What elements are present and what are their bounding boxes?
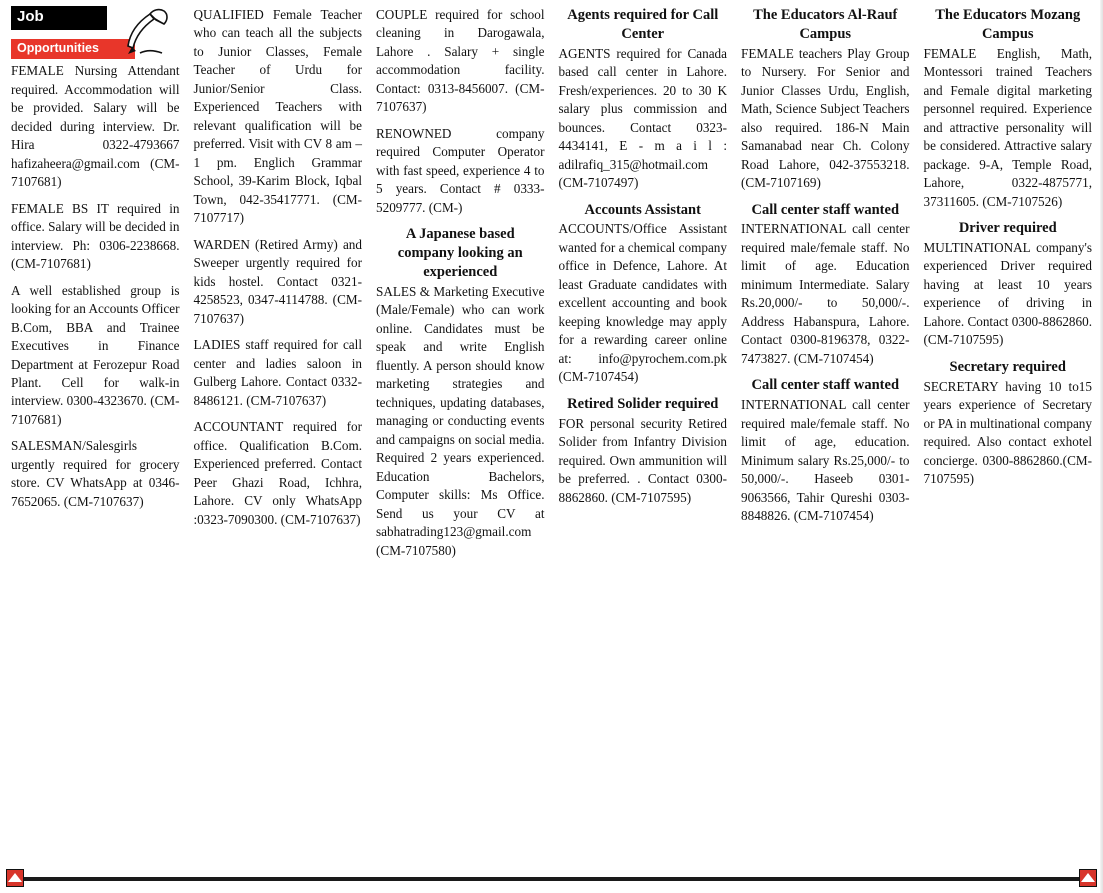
ad-item: [559, 395, 728, 507]
hand-writing-icon: [120, 6, 174, 62]
ad-body: SECRETARY having 10 to15 years experience of Secretary or PA in multinational company required. Also contact exhotel concierge. 0300-8862860.(CM-7107595): [923, 378, 1092, 487]
column-2: [187, 6, 370, 866]
ad-body: FEMALE teachers Play Group to Nursery. For Senior and Junior Classes Urdu, English, Math, Science Subject Teachers also required. 186-N Main Samanabad near Ch. Colony Road Lahore, 042-37553218. (CM-7107169): [741, 45, 910, 191]
ad-body: QUALIFIED Female Teacher who can teach all the subjects to Junior Classes, Female Teacher of Urdu for Junior/Senior Class. Experienced Teachers with relevant qualification will be preferred. Visit with CV 8 am – 1 pm. Englich Grammar School, 39-Karim Block, Iqbal Town, 042-35417771. (CM-7107717): [193, 7, 362, 226]
ad-item: [741, 201, 910, 369]
column-3: [369, 6, 552, 866]
ad-body: INTERNATIONAL call center required male/female staff. No limit of age, education. Minimum salary Rs.25,000/- to 50,000/-. Haseeb 0301-9063566, Tahir Qureshi 0303-8848826. (CM-7107454): [741, 397, 910, 524]
ad-item: [741, 376, 910, 525]
column-6: [917, 6, 1100, 866]
ad-item: [741, 6, 910, 193]
ad-body: SALES & Marketing Executive (Male/Female) who can work online. Candidates must be speak and write English fluently. A person should know marketing strategies and techniques, updating databases, managing or conducting events and campaigns on social media. Required 2 years experienced. Education Bachelors, Computer skills: Ms Office. Send us your CV at sabhatrading123@gmail.com (CM-7107580): [376, 283, 545, 558]
ad-item: [11, 437, 180, 511]
column-1: [4, 6, 187, 866]
ad-item: [924, 358, 1093, 489]
page-corner-marker-right: [1079, 869, 1097, 887]
ad-body: INTERNATIONAL call center required male/female staff. No limit of age. Education minimum Intermediate. Salary Rs.20,000/- to 50,000/-. Address Habanspura, Lahore. Contact 0300-8196378, 0322-7473827. (CM-7107454): [741, 221, 910, 366]
ad-body: A well established group is looking for an Accounts Officer B.Com, BBA and Trainee Executives in Finance Department at Ferozepur Road Plant. Cell for walk-in interview. 0300-4323670. (CM-7107681): [11, 282, 180, 427]
ad-item: [924, 6, 1093, 211]
ad-item: [194, 336, 363, 410]
ad-item: [194, 6, 363, 228]
ad-body: RENOWNED company required Computer Operator with fast speed, experience 4 to 5 years. Contact # 0333-5209777. (CM-): [376, 125, 545, 215]
ad-heading: The Educators Al-Rauf Campus: [753, 7, 898, 42]
column-4: [552, 6, 735, 866]
ad-heading: The Educators Mozang Campus: [935, 7, 1081, 42]
ad-body: COUPLE required for school cleaning in Darogawala, Lahore . Salary + single accommodation facility. Contact: 0313-8456007. (CM-7107637): [376, 7, 545, 115]
footer-divider: [6, 877, 1097, 881]
ad-body: ACCOUNTS/Office Assistant wanted for a chemical company office in Defence, Lahore. At least Graduate candidates with excellent accounting and book keeping knowledge may apply for a rewarding career online at: info@pyrochem.com.pk (CM-7107454): [558, 221, 727, 385]
ad-item: [11, 200, 180, 274]
ad-body: ACCOUNTANT required for office. Qualification B.Com. Experienced preferred. Contact Peer Ghazi Road, Ichhra, Lahore. CV only WhatsApp :0323-7090300. (CM-7107637): [193, 419, 362, 527]
ad-item: [194, 236, 363, 328]
ad-item: [376, 225, 545, 560]
ad-item: [924, 219, 1093, 350]
ad-item: [559, 201, 728, 387]
ad-heading: A Japanese based company looking an experienced: [397, 226, 523, 281]
column-5: [734, 6, 917, 866]
masthead: [11, 6, 180, 59]
ad-heading: Driver required: [958, 220, 1057, 237]
ad-heading: Secretary required: [949, 358, 1066, 375]
classifieds-columns: [4, 6, 1099, 866]
ad-heading: Call center staff wanted: [751, 201, 900, 218]
masthead-job-label: Job: [11, 6, 107, 30]
ad-body: MULTINATIONAL company's experienced Driver required having at least 10 years experience of driving in Lahore. Contact 0300-8862860. (CM-7107595): [923, 239, 1092, 348]
ad-body: SALESMAN/Salesgirls urgently required for grocery store. CV WhatsApp at 0346-7652065. (CM-7107637): [11, 438, 180, 509]
ad-heading: Accounts Assistant: [584, 201, 701, 218]
ad-item: [11, 282, 180, 430]
ad-heading: Call center staff wanted: [751, 377, 900, 394]
ad-item: [559, 6, 728, 193]
ad-item: [11, 62, 180, 191]
ad-heading: Agents required for Call Center: [567, 7, 719, 42]
ad-item: [376, 125, 545, 217]
ad-body: LADIES staff required for call center and ladies saloon in Gulberg Lahore. Contact 0332-8486121. (CM-7107637): [193, 337, 362, 408]
page-corner-marker-left: [6, 869, 24, 887]
ad-body: FEMALE BS IT required in office. Salary will be decided in interview. Ph: 0306-2238668. (CM-7107681): [11, 200, 180, 272]
ad-body: FEMALE Nursing Attendant required. Accommodation will be provided. Salary will be decided during interview. Dr. Hira 0322-4793667 hafizaheera@gmail.com (CM-7107681): [11, 63, 180, 190]
ad-item: [376, 6, 545, 117]
ad-body: WARDEN (Retired Army) and Sweeper urgently required for kids hostel. Contact 0321-4258523, 0347-4114788. (CM-7107637): [193, 236, 362, 326]
ad-item: [194, 418, 363, 529]
ad-heading: Retired Solider required: [567, 395, 719, 412]
ad-body: FOR personal security Retired Solider from Infantry Division required. Own ammunition will be preferred. . Contact 0300-8862860. (CM-7107595): [558, 415, 727, 505]
ad-body: FEMALE English, Math, Montessori trained Teachers and Female digital marketing personnel required. Experience and attractive personality will be considered. Attractive salary package. 9-A, Temple Road, Lahore, 0322-4875771, 37311605. (CM-7107526): [923, 45, 1092, 209]
ad-body: AGENTS required for Canada based call center in Lahore. Fresh/experiences. 20 to 30 K salary plus commission and bounces. Contact 0323-4434141, E - m a i l : adilrafiq_315@hotmail.com (CM-7107497): [558, 45, 727, 191]
masthead-opportunities-label: Opportunities: [11, 39, 135, 60]
